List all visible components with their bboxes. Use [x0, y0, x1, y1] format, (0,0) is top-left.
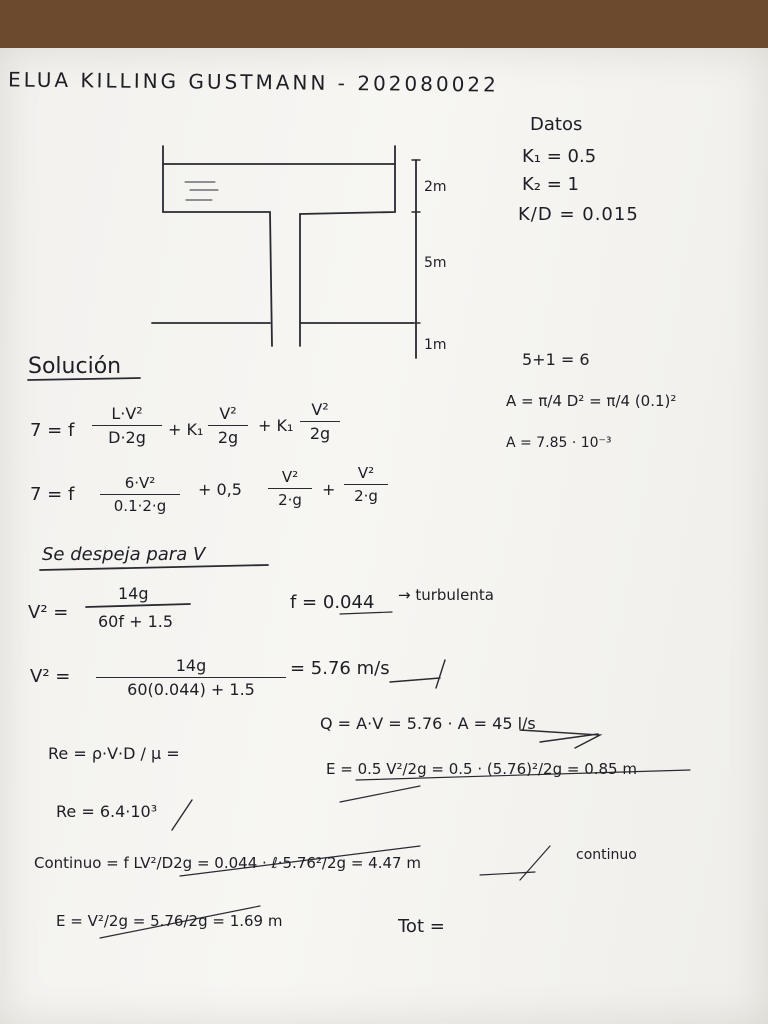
dimension-line	[412, 160, 420, 358]
dim-label-1m: 1m	[424, 337, 447, 353]
velocity-result: = 5.76 m/s	[290, 658, 390, 679]
eq1-frac2	[208, 404, 248, 447]
eq2-mid2: +	[322, 480, 336, 499]
area-formula: A = π/4 D² = π/4 (0.1)²	[506, 392, 677, 410]
v-result-underline	[390, 660, 445, 688]
despeja-underline	[40, 565, 268, 570]
dim-label-5m: 5m	[424, 255, 447, 271]
eq2-frac2-num: V²	[281, 468, 299, 486]
eq2-frac1-den: 0.1·2·g	[113, 497, 167, 515]
eq1-frac3-den: 2g	[309, 424, 331, 443]
v2-lhs: V² =	[28, 602, 69, 623]
tank-diagram	[152, 146, 413, 346]
v2b-lhs: V² =	[30, 666, 71, 687]
v2-num: 14g	[118, 584, 149, 603]
reynolds-formula: Re = ρ·V·D / μ =	[48, 744, 180, 763]
length-sum: 5+1 = 6	[522, 350, 590, 369]
friction-factor: f = 0.044	[290, 592, 375, 613]
eq2-frac2-den: 2·g	[278, 491, 302, 509]
eq1-frac3-num: V²	[311, 400, 329, 419]
continuous-loss: Continuo = f LV²/D2g = 0.044 · ℓ·5.76²/2g = 4.47 m	[34, 854, 421, 872]
v2b-num: 14g	[175, 656, 207, 675]
minor-loss-exit: E = V²/2g = 5.76/2g = 1.69 m	[56, 912, 283, 930]
flow-rate: Q = A·V = 5.76 · A = 45 l/s	[320, 714, 536, 733]
eq2-mid1: + 0,5	[198, 480, 242, 499]
eq1-frac1-den: D·2g	[108, 428, 146, 447]
student-name-header: ELUA KILLING GUSTMANN - 202080022	[7, 67, 499, 97]
v2b-frac	[96, 656, 286, 699]
reynolds-value: Re = 6.4·10³	[56, 802, 158, 821]
area-value: A = 7.85 · 10⁻³	[506, 435, 612, 451]
v2-den: 60f + 1.5	[98, 612, 174, 631]
v2b-den: 60(0.044) + 1.5	[127, 680, 255, 699]
continuous-label: continuo	[576, 847, 637, 863]
data-k2: K₂ = 1	[522, 174, 579, 195]
solution-heading: Solución	[28, 354, 122, 379]
eq1-frac2-den: 2g	[217, 428, 239, 447]
solve-v-heading: Se despeja para V	[42, 544, 206, 565]
eq1-frac1	[92, 404, 162, 447]
eq1-mid2: + K₁	[258, 416, 294, 435]
eq1-lhs: 7 = f	[30, 420, 75, 441]
eq1-frac2-num: V²	[219, 404, 237, 423]
eq2-frac2	[268, 468, 312, 509]
total-label: Tot =	[398, 916, 445, 937]
data-title: Datos	[530, 114, 583, 135]
eq1-mid1: + K₁	[168, 420, 204, 439]
dim-label-2m: 2m	[424, 179, 447, 195]
eq2-frac1-num: 6·V²	[124, 474, 156, 492]
minor-loss-entry: E = 0.5 V²/2g = 0.5 · (5.76)²/2g = 0.85 m	[326, 760, 637, 778]
eq1-frac1-num: L·V²	[111, 404, 143, 423]
v2-frac-bar	[86, 604, 190, 607]
eq2-frac3-num: V²	[357, 464, 375, 482]
data-k-over-d: K/D = 0.015	[518, 204, 639, 225]
eq2-frac1	[100, 474, 180, 515]
eq2-lhs: 7 = f	[30, 484, 75, 505]
eq1-frac3	[300, 400, 340, 443]
data-k1: K₁ = 0.5	[522, 146, 597, 167]
flow-regime: → turbulenta	[398, 586, 494, 604]
eq2-frac3-den: 2·g	[354, 487, 378, 505]
eq2-frac3	[344, 464, 388, 505]
re-strike	[172, 800, 192, 830]
